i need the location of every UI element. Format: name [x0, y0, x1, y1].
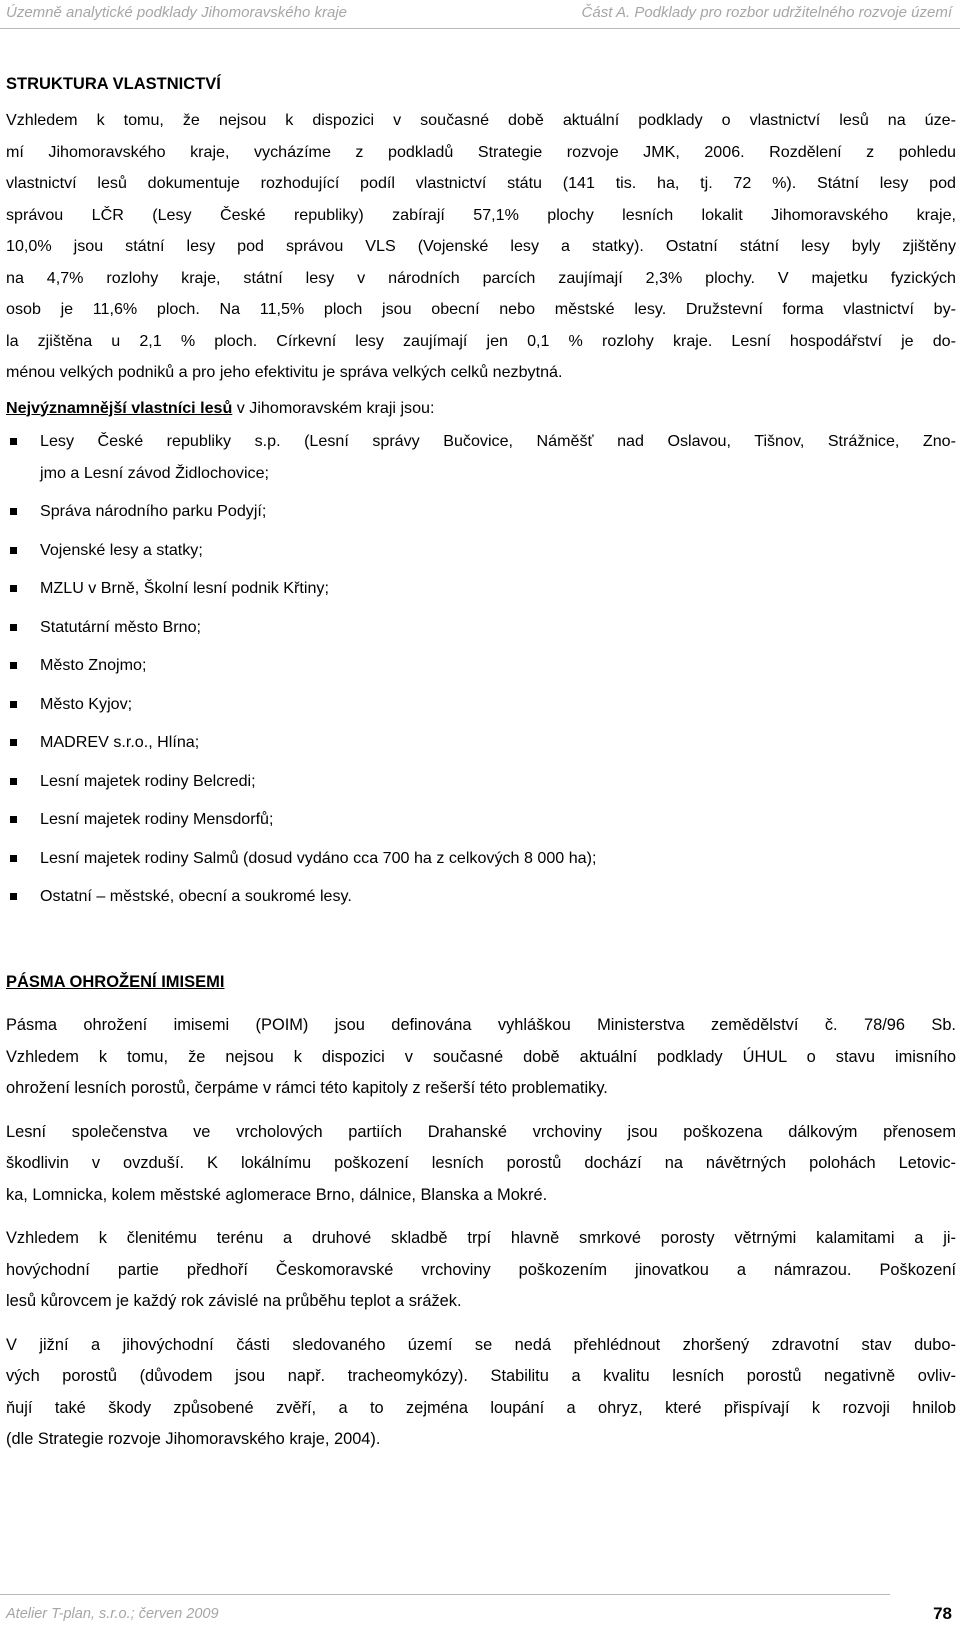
footer-divider: [0, 1594, 890, 1595]
list-item: Statutární město Brno;: [6, 612, 956, 644]
imissions-p2-line-3: ka, Lomnicka, kolem městské aglomerace Brno, dálnice, Blanska a Mokré.: [6, 1185, 548, 1204]
page-header: [0, 0, 960, 29]
section-imissions: [6, 970, 956, 1456]
ownership-line-3: vlastnictví lesů dokumentuje rozhodující podíl vlastnictví státu (141 tis. ha, tj. 72 %). Státní lesy pod: [6, 174, 956, 192]
imissions-p2-line-2: škodlivin v ovzduší. K lokálnímu poškození lesních porostů dochází na návětrných polohách Letovic-: [6, 1154, 956, 1172]
section-title-ownership: STRUKTURA VLASTNICTVÍ: [6, 75, 221, 93]
ownership-line-1: Vzhledem k tomu, že nejsou k dispozici v současné době aktuální podklady o vlastnictví lesů na úze-: [6, 111, 956, 129]
imissions-p4-line-2: vých porostů (důvodem jsou např. tracheomykózy). Stabilitu a kvalitu lesních porostů negativně ovliv-: [6, 1367, 956, 1385]
ownership-line-9: ménou velkých podniků a pro jeho efektivitu je správa velkých celků nezbytná.: [6, 363, 563, 381]
list-item: Lesní majetek rodiny Mensdorfů;: [6, 804, 956, 836]
list-item: [6, 426, 956, 489]
list-item: Lesní majetek rodiny Salmů (dosud vydáno cca 700 ha z celkových 8 000 ha);: [6, 843, 956, 875]
section-ownership: [6, 72, 956, 913]
section-title-imissions: PÁSMA OHROŽENÍ IMISEMI: [6, 973, 225, 991]
imissions-p4-line-3: ňují také škody způsobené zvěří, a to zejména loupání a ohryz, které přispívají k rozvoji hnilob: [6, 1398, 956, 1417]
imissions-p1-line-2: Vzhledem k tomu, že nejsou k dispozici v současné době aktuální podklady ÚHUL o stavu imisního: [6, 1047, 956, 1066]
imissions-p4-line-4: (dle Strategie rozvoje Jihomoravského kraje, 2004).: [6, 1430, 381, 1448]
imissions-p1-line-1: Pásma ohrožení imisemi (POIM) jsou definována vyhláškou Ministerstva zemědělství č. 78/96 Sb.: [6, 1016, 956, 1034]
imissions-paragraph-2: [6, 1117, 956, 1212]
imissions-p1-line-3: ohrožení lesních porostů, čerpáme v rámci této kapitoly z rešerší této problematiky.: [6, 1079, 608, 1097]
list-item: MADREV s.r.o., Hlína;: [6, 727, 956, 759]
list-item: Ostatní – městské, obecní a soukromé lesy.: [6, 881, 956, 913]
header-right-text: Část A. Podklady pro rozbor udržitelného rozvoje území: [581, 4, 952, 21]
list-item: Správa národního parku Podyjí;: [6, 496, 956, 528]
ownership-line-5: 10,0% jsou státní lesy pod správou VLS (Vojenské lesy a statky). Ostatní státní lesy byly zjištěny: [6, 237, 956, 255]
imissions-p3-line-1: Vzhledem k členitému terénu a druhové skladbě trpí hlavně smrkové porosty větrnými kalamitami a ji-: [6, 1229, 956, 1247]
owner-first-cont: jmo a Lesní závod Židlochovice;: [40, 463, 270, 482]
imissions-p2-line-1: Lesní společenstva ve vrcholových partiích Drahanské vrchoviny jsou poškozena dálkovým přenosem: [6, 1122, 956, 1141]
footer-left-text: Atelier T-plan, s.r.o.; červen 2009: [6, 1606, 219, 1622]
imissions-p3-line-2: hovýchodní partie předhoří Českomoravské vrchoviny poškozením jinovatkou a námrazou. Poškození: [6, 1260, 956, 1279]
imissions-paragraph-4: [6, 1330, 956, 1456]
owner-first-line: Lesy České republiky s.p. (Lesní správy Bučovice, Náměšť nad Oslavou, Tišnov, Strážnice, Zno-: [40, 432, 956, 450]
ownership-line-6: na 4,7% rozlohy kraje, státní lesy v národních parcích zaujímají 2,3% plochy. V majetku fyzických: [6, 268, 956, 287]
imissions-p4-line-1: V jižní a jihovýchodní části sledovaného území se nedá přehlédnout zhoršený zdravotní stav dubo-: [6, 1335, 956, 1354]
ownership-paragraph: [6, 105, 956, 389]
owners-heading-rest: v Jihomoravském kraji jsou:: [232, 398, 435, 417]
header-left-text: Územně analytické podklady Jihomoravského kraje: [6, 4, 348, 21]
ownership-line-8: la zjištěna u 2,1 % ploch. Církevní lesy zaujímají jen 0,1 % rozlohy kraje. Lesní hospodářství je do-: [6, 331, 956, 350]
ownership-line-2: mí Jihomoravského kraje, vycházíme z podkladů Strategie rozvoje JMK, 2006. Rozdělení z pohledu: [6, 142, 956, 161]
owners-heading-bold: Nejvýznamnější vlastníci lesů: [6, 398, 233, 417]
page-number: 78: [933, 1604, 952, 1623]
ownership-line-7: osob je 11,6% ploch. Na 11,5% ploch jsou obecní nebo městské lesy. Družstevní forma vlastnictví by-: [6, 300, 956, 318]
imissions-paragraph-3: [6, 1223, 956, 1318]
list-item: MZLU v Brně, Školní lesní podnik Křtiny;: [6, 573, 956, 605]
list-item: Lesní majetek rodiny Belcredi;: [6, 766, 956, 798]
list-item: Vojenské lesy a statky;: [6, 535, 956, 567]
ownership-line-4: správou LČR (Lesy České republiky) zabírají 57,1% plochy lesních lokalit Jihomoravského kraje,: [6, 205, 956, 224]
owners-heading: [6, 393, 956, 425]
imissions-p3-line-3: lesů kůrovcem je každý rok závislé na průběhu teplot a srážek.: [6, 1292, 462, 1310]
owners-list: [6, 426, 956, 913]
imissions-paragraph-1: [6, 1010, 956, 1105]
list-item: Město Kyjov;: [6, 689, 956, 721]
list-item: Město Znojmo;: [6, 650, 956, 682]
